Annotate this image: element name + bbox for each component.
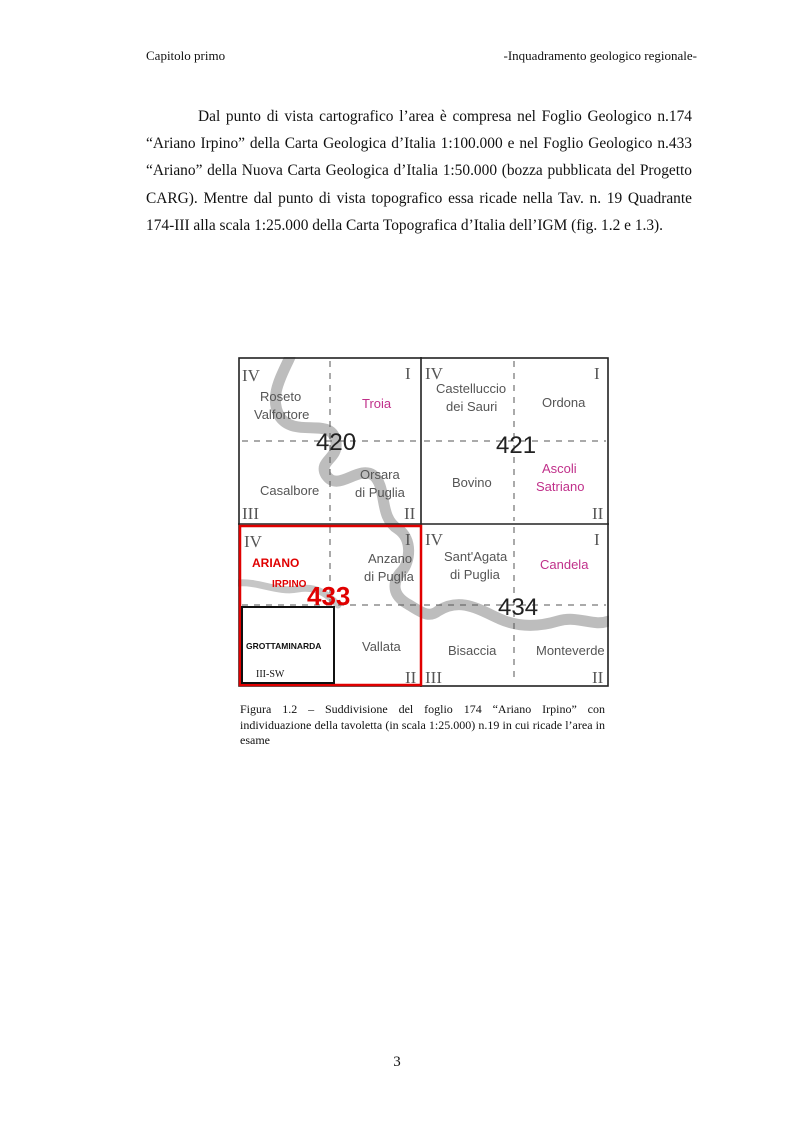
sheet-number-421: 421	[496, 432, 537, 459]
place-troia: Troia	[362, 396, 392, 411]
place-di-puglia-2: di Puglia	[364, 569, 414, 584]
place-monteverde: Monteverde	[536, 643, 605, 658]
quad-iii-420: III	[242, 504, 259, 523]
quad-i-434: I	[594, 530, 600, 549]
place-bovino: Bovino	[452, 475, 492, 490]
label-grottaminarda: GROTTAMINARDA	[246, 641, 322, 651]
sheet-number-433: 433	[307, 581, 351, 611]
place-roseto: Roseto	[260, 389, 302, 404]
place-satriano: Satriano	[536, 479, 585, 494]
running-header-left: Capitolo primo	[146, 48, 226, 63]
running-header-right: -Inquadramento geologico regionale-	[503, 48, 697, 63]
sheet-number-434: 434	[498, 594, 539, 621]
quad-ii-434: II	[592, 668, 604, 687]
place-di-puglia-3: di Puglia	[450, 567, 500, 582]
place-candela: Candela	[540, 557, 589, 572]
sheet-number-420: 420	[316, 429, 357, 456]
quad-ii-420: II	[404, 504, 416, 523]
place-di-puglia-1: di Puglia	[355, 485, 405, 500]
place-bisaccia: Bisaccia	[448, 643, 497, 658]
place-dei-sauri: dei Sauri	[446, 399, 498, 414]
quad-i-421: I	[594, 364, 600, 383]
quad-i-420: I	[405, 364, 411, 383]
quad-iv-433: IV	[244, 532, 262, 551]
quad-iv-420: IV	[242, 366, 260, 385]
place-castelluccio: Castelluccio	[436, 381, 507, 396]
place-casalbore: Casalbore	[260, 483, 320, 498]
quad-iii-434: III	[425, 668, 442, 687]
sheet-index-map-drawing	[238, 357, 609, 687]
place-santagata: Sant'Agata	[444, 549, 508, 564]
place-orsara: Orsara	[360, 467, 400, 482]
sheet-index-map	[238, 357, 609, 687]
quad-iv-434: IV	[425, 530, 443, 549]
quad-ii-433: II	[405, 668, 417, 687]
body-paragraph: Dal punto di vista cartografico l’area è compresa nel Foglio Geologico n.174 “Ariano Irpino” della Carta Geologica d’Italia 1:100.000 e nel Foglio Geologico n.433 “Ariano” della Nuova Carta Geologica d’Italia 1:50.000 (bozza pubblicata del Progetto CARG). Mentre dal punto di vista topografico essa ricade nella Tav. n. 19 Quadrante 174-III alla scala 1:25.000 della Carta Topografica d’Italia dell’IGM (fig. 1.2 e 1.3).	[146, 108, 692, 234]
quad-i-433: I	[405, 530, 411, 549]
label-irpino: IRPINO	[272, 579, 307, 590]
place-valfortore: Valfortore	[254, 407, 310, 422]
figure-caption: Figura 1.2 – Suddivisione del foglio 174 “Ariano Irpino” con individuazione della tavoletta (in scala 1:25.000) n.19 in cui ricade l’area in esame	[240, 702, 605, 747]
quad-ii-421: II	[592, 504, 604, 523]
place-vallata: Vallata	[362, 639, 401, 654]
page-number: 3	[393, 1054, 401, 1070]
place-ascoli: Ascoli	[542, 461, 577, 476]
place-ordona: Ordona	[542, 395, 586, 410]
quad-iv-421: IV	[425, 364, 443, 383]
label-ariano: ARIANO	[252, 556, 300, 570]
label-tavoletta: III-SW	[256, 669, 285, 680]
place-anzano: Anzano	[368, 551, 413, 566]
